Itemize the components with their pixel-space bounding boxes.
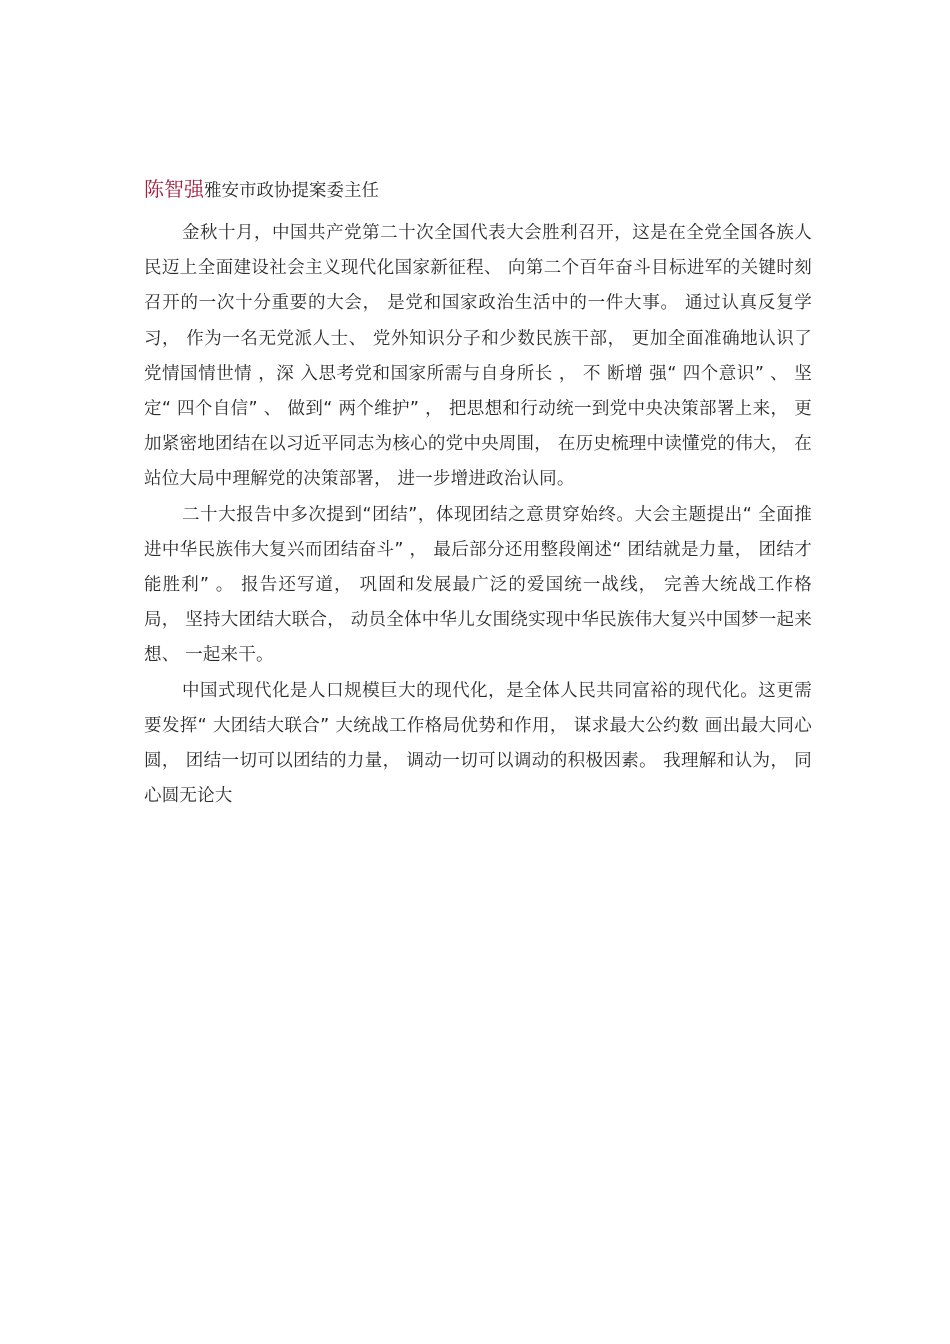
author-heading bbox=[144, 172, 812, 208]
paragraph-1: 金秋十月，中国共产党第二十次全国代表大会胜利召开，这是在全党全国各族人民迈上全面建设社会主义现代化国家新征程、 向第二个百年奋斗目标进军的关键时刻召开的一次十分重要的大会， 是党和国家政治生活中的一件大事。 通过认真反复学习， 作为一名无党派人士、 党外知识分子和少数民族干部， 更加全面准确地认识了党情国情世情 ，深 入思考党和国家所需与自身所长 ， 不 断增 强“ 四个意识” 、 坚定“ 四个自信” 、 做到“ 两个维护” ， 把思想和行动统一到党中央决策部署上来， 更加紧密地团结在以习近平同志为核心的党中央周围， 在历史梳理中读懂党的伟大， 在站位大局中理解党的决策部署， 进一步增进政治认同。 bbox=[144, 223, 812, 490]
article-body bbox=[144, 172, 812, 814]
paragraph-3: 中国式现代化是人口规模巨大的现代化，是全体人民共同富裕的现代化。这更需要发挥“ 大团结大联合” 大统战工作格局优势和作用， 谋求最大公约数 画出最大同心圆， 团结一切可以团结的力量， 调动一切可以调动的积极因素。 我理解和认为， 同心圆无论大 bbox=[144, 680, 812, 807]
author-title: 雅安市政协提案委主任 bbox=[204, 181, 379, 201]
paragraph-2: 二十大报告中多次提到“团结”，体现团结之意贯穿始终。大会主题提出“ 全面推进中华民族伟大复兴而团结奋斗” ， 最后部分还用整段阐述“ 团结就是力量， 团结才能胜利” 。 报告还写道， 巩固和发展最广泛的爱国统一战线， 完善大统战工作格局， 坚持大团结大联合， 动员全体中华儿女围绕实现中华民族伟大复兴中国梦一起来想、 一起来干。 bbox=[144, 504, 812, 666]
author-name: 陈智强 bbox=[144, 177, 204, 201]
